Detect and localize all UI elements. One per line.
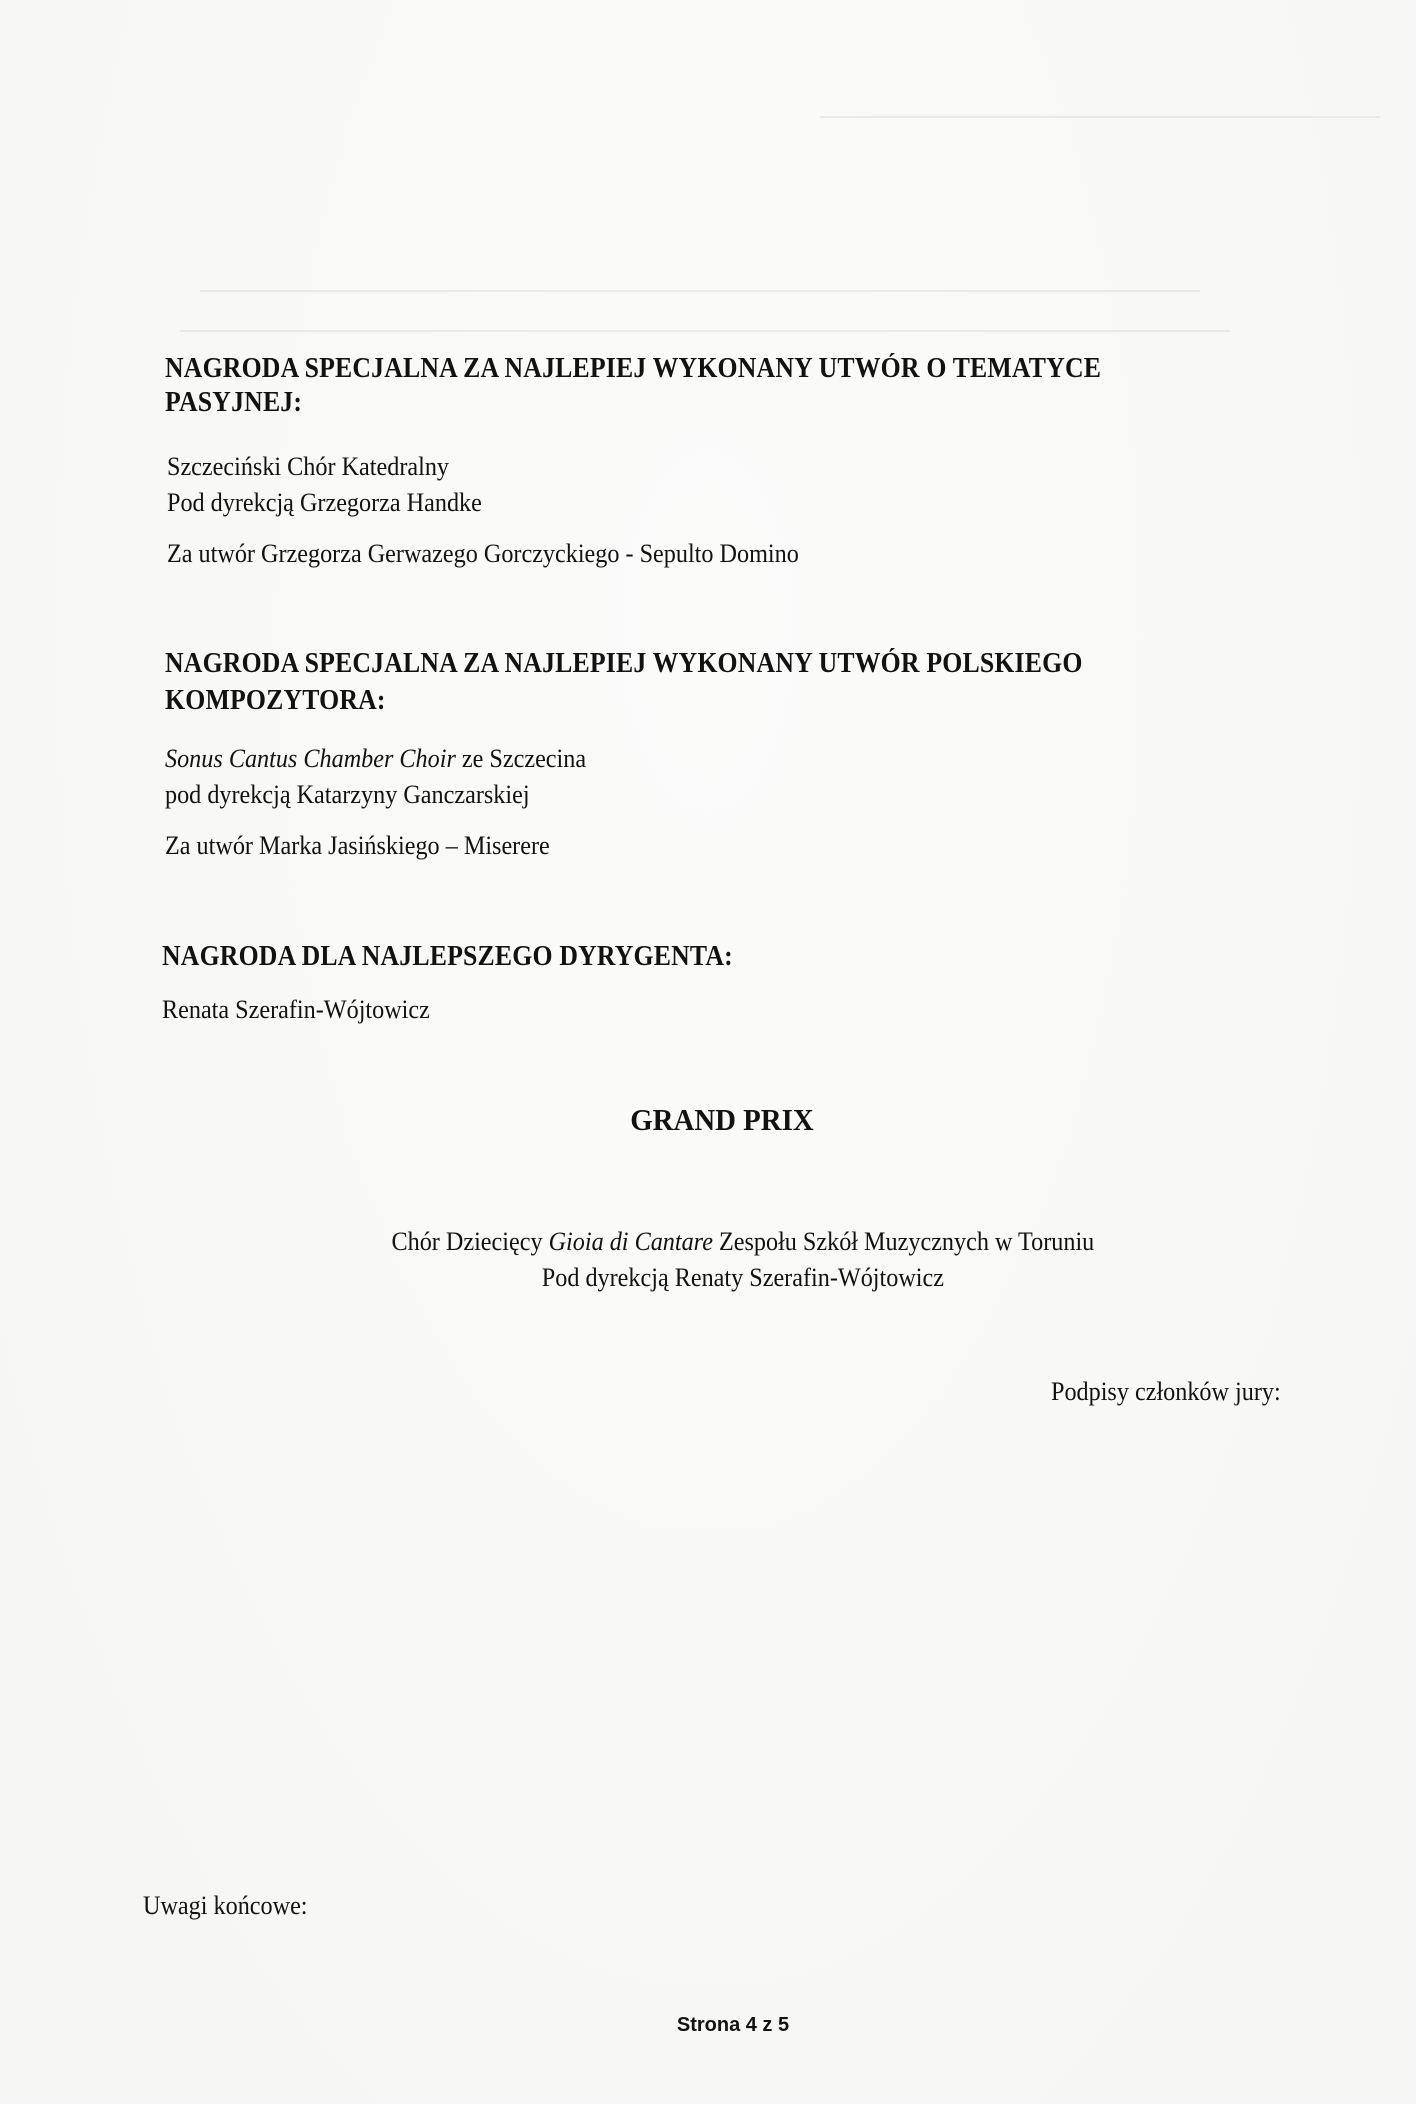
winner-piece: Za utwór Marka Jasińskiego – Miserere [165, 831, 550, 860]
winner-choir-name: Szczeciński Chór Katedralny [167, 452, 450, 481]
bleed-through-artifact [180, 330, 1230, 332]
winner-piece: Za utwór Grzegorza Gerwazego Gorczyckiego - Sepulto Domino [167, 539, 799, 568]
award-heading-passion-cont: PASYJNEJ: [165, 387, 303, 418]
best-conductor-name: Renata Szerafin-Wójtowicz [162, 995, 430, 1024]
bleed-through-artifact [200, 290, 1200, 292]
winner-choir-name [165, 743, 586, 775]
jury-signatures-label: Podpisy członków jury: [1051, 1377, 1281, 1406]
grand-prix-conductor: Pod dyrekcją Renaty Szerafin-Wójtowicz [541, 1263, 944, 1292]
choir-city: ze Szczecina [455, 744, 587, 773]
winner-conductor: Pod dyrekcją Grzegorza Handke [167, 488, 482, 517]
grand-prix-winner [50, 1224, 1367, 1260]
grand-prix-title: GRAND PRIX [630, 1102, 814, 1137]
final-remarks-label: Uwagi końcowe: [143, 1891, 308, 1920]
award-heading-passion: NAGRODA SPECJALNA ZA NAJLEPIEJ WYKONANY UTWÓR O TEMATYCE [165, 353, 1102, 384]
winner-conductor: pod dyrekcją Katarzyny Ganczarskiej [165, 780, 530, 809]
choir-name-italic: Sonus Cantus Chamber Choir [165, 744, 456, 773]
grand-prix-winner-pre: Chór Dziecięcy [391, 1227, 549, 1256]
grand-prix-choir-name: Gioia di Cantare [548, 1227, 713, 1256]
award-heading-polish-composer-cont: KOMPOZYTORA: [165, 685, 386, 716]
award-heading-polish-composer: NAGRODA SPECJALNA ZA NAJLEPIEJ WYKONANY UTWÓR POLSKIEGO [165, 648, 1083, 679]
page-number: Strona 4 z 5 [676, 2014, 790, 2036]
bleed-through-artifact [820, 116, 1380, 118]
grand-prix-winner-post: Zespołu Szkół Muzycznych w Toruniu [712, 1227, 1095, 1256]
award-heading-best-conductor: NAGRODA DLA NAJLEPSZEGO DYRYGENTA: [162, 941, 733, 972]
